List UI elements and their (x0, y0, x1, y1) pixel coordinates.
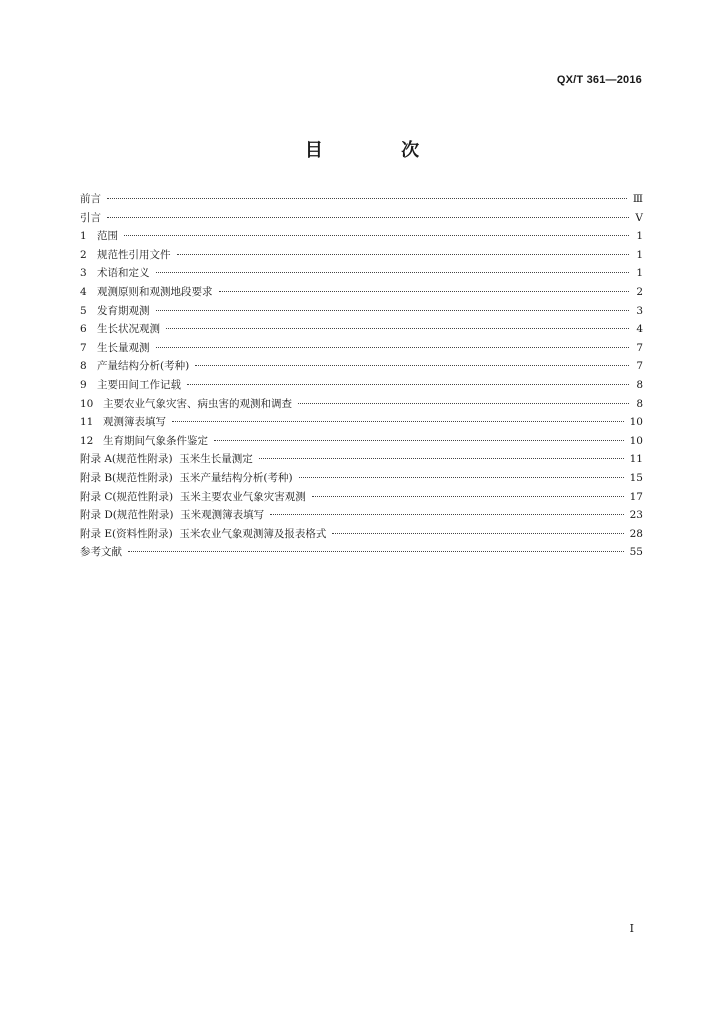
toc-entry-page: 7 (636, 341, 643, 354)
toc-entry-label: 产量结构分析(考种) (97, 360, 190, 373)
table-of-contents (80, 190, 643, 562)
toc-entry-section-4[interactable] (80, 283, 643, 302)
toc-entry-appendix-e[interactable] (80, 525, 643, 544)
toc-entry-label: 生育期间气象条件鉴定 (103, 434, 208, 447)
toc-entry-label: 前言 (80, 193, 101, 205)
dot-leader (219, 290, 630, 292)
toc-entry-page: 17 (629, 490, 643, 503)
toc-entry-page: 1 (636, 248, 643, 261)
dot-leader (156, 309, 630, 311)
toc-entry-section-5[interactable] (80, 302, 643, 321)
toc-entry-page: 15 (629, 471, 643, 484)
toc-entry-page: 10 (629, 416, 643, 429)
toc-entry-label: 引言 (80, 211, 101, 224)
standard-code: QX/T 361—2016 (556, 74, 642, 86)
toc-entry-page: 8 (636, 378, 643, 391)
toc-entry-number: 8 (80, 360, 87, 373)
page-number: I (629, 922, 634, 935)
toc-entry-number: 11 (80, 416, 94, 429)
toc-entry-number: 2 (80, 248, 87, 261)
toc-entry-section-1[interactable] (80, 227, 643, 246)
toc-entry-section-3[interactable] (80, 264, 643, 283)
dot-leader (177, 253, 630, 255)
toc-entry-label: 观测原则和观测地段要求 (97, 285, 213, 298)
dot-leader (298, 402, 629, 404)
toc-entry-section-11[interactable] (80, 413, 643, 432)
toc-entry-label: 术语和定义 (97, 267, 150, 280)
toc-entry-number: 5 (80, 304, 87, 317)
toc-entry-page: 8 (636, 397, 643, 410)
toc-entry-page: Ⅲ (632, 193, 643, 205)
toc-entry-label: 附录 A(规范性附录) 玉米生长量测定 (80, 453, 253, 466)
toc-entry-label: 主要田间工作记载 (97, 378, 181, 391)
toc-entry-section-8[interactable] (80, 357, 643, 376)
dot-leader (187, 383, 629, 385)
toc-entry-page: 28 (629, 527, 643, 540)
toc-entry-page: 2 (636, 285, 643, 298)
toc-entry-page: 11 (629, 453, 643, 466)
dot-leader (214, 439, 624, 441)
toc-entry-number: 12 (80, 434, 94, 447)
toc-entry-number: 10 (80, 397, 94, 410)
toc-entry-section-2[interactable] (80, 246, 643, 265)
toc-entry-label: 生长状况观测 (97, 323, 160, 336)
page-title: 目 次 (304, 140, 456, 161)
toc-entry-page: 7 (636, 360, 643, 373)
dot-leader (195, 364, 629, 366)
toc-entry-page: 1 (636, 267, 643, 280)
toc-entry-number: 6 (80, 323, 87, 336)
toc-entry-appendix-b[interactable] (80, 469, 643, 488)
toc-entry-references[interactable] (80, 543, 643, 562)
toc-entry-number: 1 (80, 230, 87, 243)
toc-entry-section-12[interactable] (80, 432, 643, 451)
dot-leader (128, 550, 624, 552)
toc-entry-introduction[interactable] (80, 209, 643, 228)
toc-entry-appendix-d[interactable] (80, 506, 643, 525)
dot-leader (156, 346, 630, 348)
toc-entry-number: 3 (80, 267, 87, 280)
toc-entry-label: 发育期观测 (97, 304, 150, 317)
toc-entry-appendix-a[interactable] (80, 450, 643, 469)
toc-entry-section-7[interactable] (80, 339, 643, 358)
toc-entry-label: 范围 (97, 230, 118, 243)
toc-entry-page: 23 (629, 509, 643, 522)
dot-leader (124, 234, 629, 236)
toc-entry-label: 附录 C(规范性附录) 玉米主要农业气象灾害观测 (80, 490, 306, 503)
toc-entry-page: Ⅴ (635, 211, 643, 224)
toc-entry-page: 3 (636, 304, 643, 317)
dot-leader (156, 271, 630, 273)
toc-entry-label: 规范性引用文件 (97, 248, 171, 261)
toc-entry-foreword[interactable] (80, 190, 643, 209)
toc-entry-page: 10 (629, 434, 643, 447)
toc-entry-label: 附录 E(资料性附录) 玉米农业气象观测簿及报表格式 (80, 527, 327, 540)
toc-entry-section-9[interactable] (80, 376, 643, 395)
toc-entry-page: 1 (636, 230, 643, 243)
dot-leader (312, 495, 624, 497)
dot-leader (299, 476, 624, 478)
toc-entry-number: 7 (80, 341, 87, 354)
toc-entry-section-10[interactable] (80, 395, 643, 414)
toc-entry-page: 55 (629, 546, 643, 559)
toc-entry-label: 观测簿表填写 (103, 416, 166, 429)
dot-leader (332, 532, 623, 534)
dot-leader (107, 216, 629, 218)
dot-leader (172, 420, 624, 422)
toc-entry-number: 9 (80, 378, 87, 391)
toc-entry-label: 主要农业气象灾害、病虫害的观测和调查 (103, 397, 292, 410)
dot-leader (166, 327, 629, 329)
dot-leader (259, 457, 624, 459)
dot-leader (270, 513, 624, 515)
dot-leader (107, 197, 627, 199)
toc-entry-label: 附录 B(规范性附录) 玉米产量结构分析(考种) (80, 471, 293, 484)
toc-entry-label: 生长量观测 (97, 341, 150, 354)
toc-entry-appendix-c[interactable] (80, 488, 643, 507)
toc-entry-number: 4 (80, 285, 87, 298)
toc-entry-section-6[interactable] (80, 320, 643, 339)
toc-entry-page: 4 (636, 323, 643, 336)
toc-entry-label: 参考文献 (80, 546, 122, 559)
toc-entry-label: 附录 D(规范性附录) 玉米观测簿表填写 (80, 509, 265, 522)
